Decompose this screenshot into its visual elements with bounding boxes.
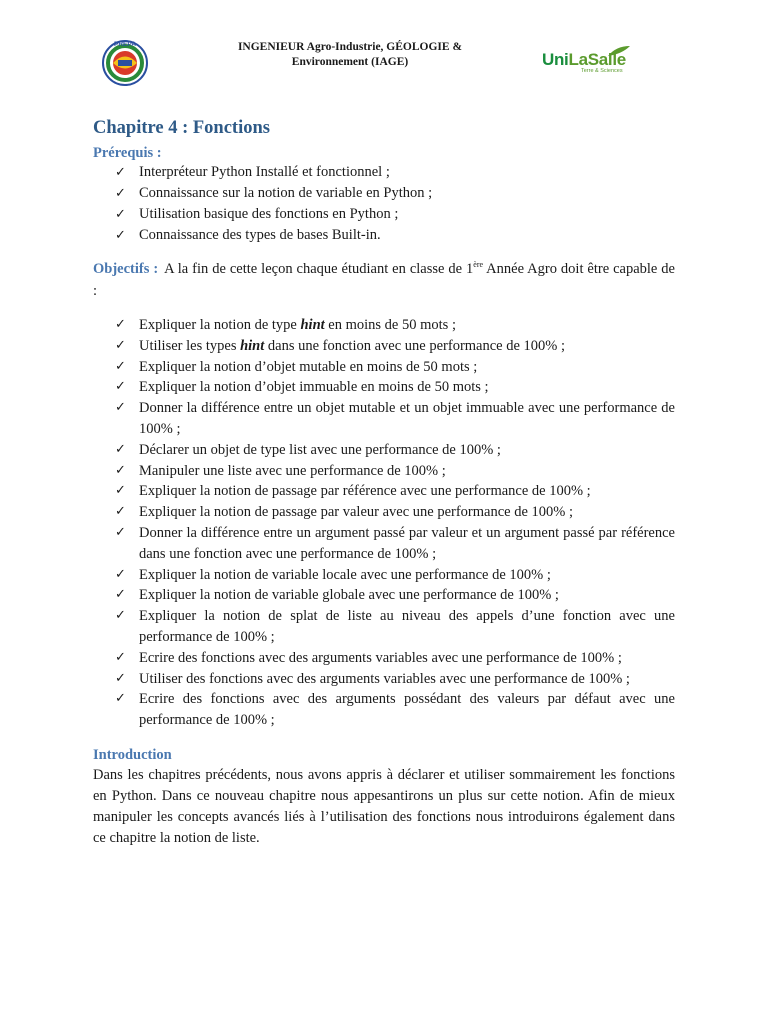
objective-item — [93, 648, 675, 669]
objective-text: Expliquer la notion de splat de liste au niveau des appels d’une fonction avec une performance de 100% ; — [139, 608, 675, 645]
objective-item — [93, 585, 675, 606]
objective-text: Ecrire des fonctions avec des arguments possédant des valeurs par défaut avec une performance de 100% ; — [139, 691, 675, 729]
check-icon: ✓ — [115, 587, 126, 603]
objective-item — [93, 398, 675, 440]
objectives-list — [93, 315, 675, 731]
check-icon: ✓ — [115, 441, 126, 457]
objective-item — [93, 481, 675, 502]
header-title — [200, 40, 500, 70]
prerequisite-text: Connaissance sur la notion de variable en Python ; — [139, 185, 433, 201]
objectives-intro-text-a: A la fin de cette leçon chaque étudiant en classe de 1 — [164, 261, 474, 277]
check-icon: ✓ — [115, 691, 126, 707]
check-icon: ✓ — [115, 566, 126, 582]
objective-text: Utiliser les types — [139, 337, 241, 354]
header-title-line1: INGENIEUR Agro-Industrie, GÉOLOGIE & — [237, 41, 463, 53]
check-icon: ✓ — [115, 317, 126, 332]
chapter-title: Chapitre 4 : Fonctions — [93, 118, 270, 138]
objective-text: Expliquer la notion d’objet mutable en moins de 50 mots ; — [139, 358, 478, 375]
objectives-intro — [93, 258, 675, 302]
brand-tagline: Terre & Sciences — [581, 68, 623, 74]
objective-item — [93, 440, 675, 461]
brand-name-uni: Uni — [542, 50, 569, 69]
objective-text: Expliquer la notion de variable globale avec une performance de 100% ; — [139, 587, 559, 604]
objective-text: Expliquer la notion de type — [139, 317, 301, 333]
brand-name — [542, 50, 626, 70]
check-icon: ✓ — [115, 337, 126, 353]
objective-text: Donner la différence entre un objet mutable et un objet immuable avec une performance de 100% ; — [139, 400, 675, 437]
check-icon: ✓ — [115, 379, 126, 395]
objective-text: Donner la différence entre un argument passé par valeur et un argument passé par référence dans une fonction avec une performance de 100% ; — [139, 524, 675, 562]
check-icon: ✓ — [115, 186, 126, 201]
check-icon: ✓ — [115, 358, 126, 374]
check-icon: ✓ — [115, 504, 126, 520]
objective-keyword: hint — [240, 337, 265, 354]
check-icon: ✓ — [115, 228, 126, 243]
prerequisites-title: Prérequis : — [93, 145, 162, 161]
prerequisite-item — [93, 204, 675, 225]
introduction-text: Dans les chapitres précédents, nous avons appris à déclarer et utiliser sommairement les fonctions en Python. Dans ce nouveau chapitre nous appesantirons un plus sur cette notion. Afin de mieux manipuler les concepts avancés liés à l’utilisation des fonctions nous introduirons également dans ce chapitre la notion de liste. — [93, 766, 675, 846]
objective-item — [93, 377, 675, 398]
introduction-title: Introduction — [93, 746, 172, 763]
objective-text: Expliquer la notion de variable locale avec une performance de 100% ; — [139, 566, 551, 583]
objective-text: Ecrire des fonctions avec des arguments variables avec une performance de 100% ; — [139, 649, 622, 666]
objective-item — [93, 336, 675, 357]
check-icon: ✓ — [115, 670, 126, 686]
prerequisite-item — [93, 162, 675, 183]
objective-text: Déclarer un objet de type list avec une performance de 100% ; — [139, 441, 501, 458]
objective-item — [93, 315, 675, 336]
objective-text: Expliquer la notion de passage par référence avec une performance de 100% ; — [139, 483, 591, 500]
objectives-intro-text-b: Année Agro doit être capable de : — [93, 261, 675, 299]
objective-item — [93, 689, 675, 731]
objective-item — [93, 461, 675, 482]
prerequisite-text: Connaissance des types de bases Built-in. — [139, 227, 381, 243]
check-icon: ✓ — [115, 608, 126, 624]
prerequisite-text: Interpréteur Python Installé et fonctionnel ; — [139, 164, 390, 180]
prerequisite-item — [93, 225, 675, 246]
check-icon: ✓ — [115, 400, 126, 416]
check-icon: ✓ — [115, 207, 126, 222]
objective-text: Expliquer la notion d’objet immuable en moins de 50 mots ; — [139, 379, 489, 396]
prepa-logo — [100, 38, 150, 88]
objective-text: Manipuler une liste avec une performance de 100% ; — [139, 462, 446, 479]
objective-text: Expliquer la notion de passage par valeur avec une performance de 100% ; — [139, 504, 574, 521]
objectives-title: Objectifs : — [93, 261, 159, 277]
prerequisite-item — [93, 183, 675, 204]
objective-item — [93, 669, 675, 690]
check-icon: ✓ — [115, 483, 126, 499]
prepa-logo-text: PREPA — [114, 41, 136, 48]
page-header — [0, 0, 768, 100]
objective-item — [93, 606, 675, 648]
header-title-line2: Environnement (IAGE) — [291, 56, 409, 68]
brand-name-lasalle: LaSalle — [568, 50, 626, 69]
objective-item — [93, 502, 675, 523]
objective-item — [93, 357, 675, 378]
objective-text: Utiliser des fonctions avec des arguments variables avec une performance de 100% ; — [139, 670, 630, 687]
check-icon: ✓ — [115, 524, 126, 540]
objective-item — [93, 523, 675, 565]
objective-text-rest: en moins de 50 mots ; — [324, 317, 456, 333]
objectives-intro-sup: ère — [473, 260, 484, 270]
check-icon: ✓ — [115, 165, 126, 180]
objective-keyword: hint — [300, 317, 325, 333]
prerequisites-list — [93, 162, 675, 246]
objective-text-rest: dans une fonction avec une performance de 100% ; — [264, 337, 566, 354]
page-content — [93, 116, 675, 849]
prerequisite-text: Utilisation basique des fonctions en Python ; — [139, 206, 399, 222]
unilasalle-logo — [538, 44, 638, 80]
objective-item — [93, 565, 675, 586]
check-icon: ✓ — [115, 462, 126, 478]
check-icon: ✓ — [115, 649, 126, 665]
